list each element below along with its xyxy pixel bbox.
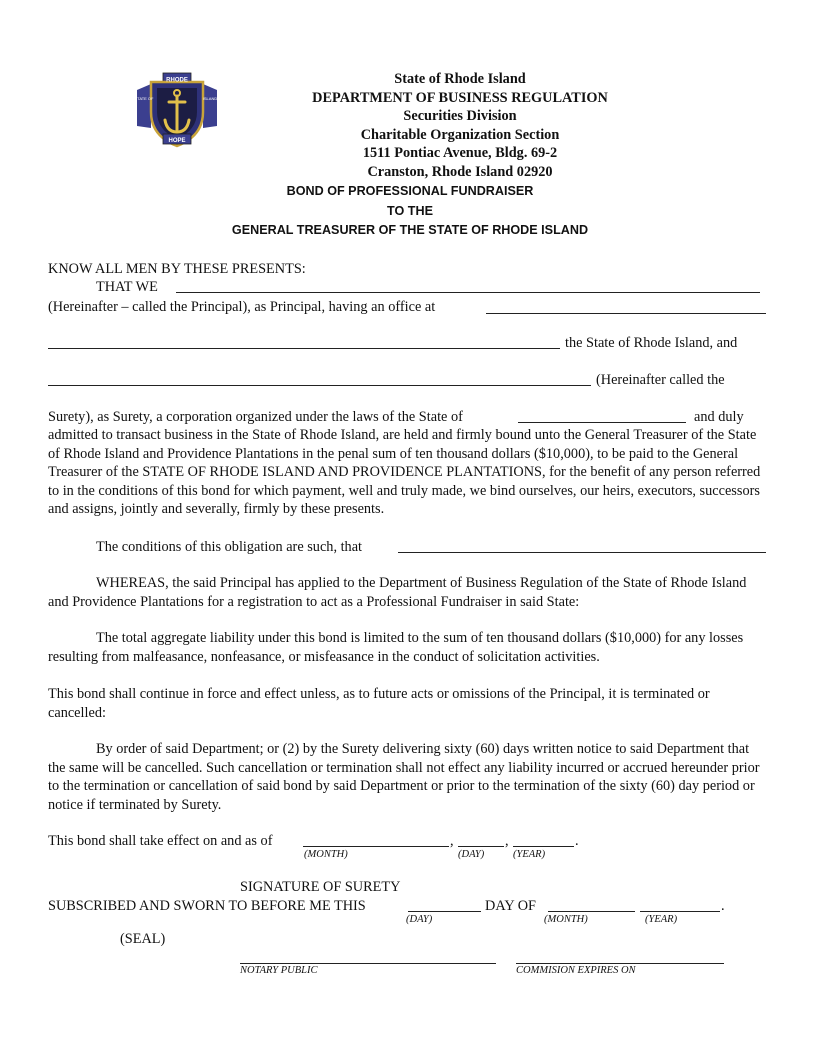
form-title-line2: TO THE — [387, 204, 433, 218]
hereinafter-surety-text: (Hereinafter called the — [596, 372, 725, 388]
order-paragraph: By order of said Department; or (2) by the Surety delivering sixty (60) days written notice to said Department that the same will be cancelled. Such cancellation or termination shall not effect any liability incurred or accrued hereunder prior to the termination or cancellation of said bond by said Department or prior to the termination of the sixty (60) day period or notice if terminated by Surety. — [48, 741, 760, 813]
sworn-month-label: (MONTH) — [544, 914, 588, 925]
effective-year-blank[interactable] — [513, 846, 574, 847]
know-all-men-text: KNOW ALL MEN BY THESE PRESENTS: — [48, 261, 306, 277]
state-seal-logo — [133, 70, 221, 150]
surety-state-blank[interactable] — [518, 422, 686, 423]
state-ri-text: the State of Rhode Island, and — [565, 335, 738, 351]
principal-address-blank[interactable] — [48, 348, 560, 349]
notary-signature-line[interactable] — [240, 963, 496, 964]
conditions-blank[interactable] — [398, 552, 766, 553]
comma-2: , — [505, 833, 509, 849]
commission-expires-label: COMMISION EXPIRES ON — [516, 965, 636, 976]
seal-rhode-text: RHODE — [166, 77, 188, 84]
principal-office-blank[interactable] — [486, 313, 766, 314]
effect-text: This bond shall take effect on and as of — [48, 833, 273, 849]
surety-name-blank[interactable] — [48, 385, 591, 386]
principal-office-text: (Hereinafter – called the Principal), as Principal, having an office at — [48, 299, 436, 315]
header-state: State of Rhode Island — [394, 71, 526, 87]
form-title-line1: BOND OF PROFESSIONAL FUNDRAISER — [286, 184, 534, 198]
effect-year-label: (YEAR) — [513, 849, 546, 860]
whereas-paragraph: WHEREAS, the said Principal has applied to the Department of Business Regulation of the State of Rhode Island and Providence Plantations for a registration to act as a Professional Fundraiser in said State: — [48, 575, 747, 610]
period-2: . — [721, 898, 725, 914]
day-of-text: DAY OF — [485, 898, 536, 914]
effective-day-blank[interactable] — [458, 846, 504, 847]
sworn-year-label: (YEAR) — [645, 914, 678, 925]
header-section: Charitable Organization Section — [360, 126, 560, 143]
anchor-seal-icon — [133, 70, 221, 150]
effect-month-label: (MONTH) — [304, 849, 348, 860]
sworn-month-blank[interactable] — [548, 911, 635, 912]
notary-public-label: NOTARY PUBLIC — [240, 965, 318, 976]
principal-name-blank[interactable] — [176, 292, 760, 293]
continue-paragraph: This bond shall continue in force and effect unless, as to future acts or omissions of the Principal, it is terminated or cancelled: — [48, 686, 710, 721]
comma-1: , — [450, 833, 454, 849]
signature-of-surety-label: SIGNATURE OF SURETY — [240, 879, 401, 895]
seal-hope-text: HOPE — [168, 138, 186, 144]
that-we-label: THAT WE — [96, 279, 158, 295]
period-1: . — [575, 833, 579, 849]
commission-expires-line[interactable] — [516, 963, 724, 964]
sworn-year-blank[interactable] — [640, 911, 720, 912]
sworn-day-blank[interactable] — [408, 911, 481, 912]
sworn-day-label: (DAY) — [406, 914, 433, 925]
subscribed-text: SUBSCRIBED AND SWORN TO BEFORE ME THIS — [48, 898, 366, 914]
seal-state-of-text: STATE OF — [134, 96, 154, 101]
header-address1: 1511 Pontiac Avenue, Bldg. 69-2 — [362, 145, 558, 161]
surety-intro-text: Surety), as Surety, a corporation organized under the laws of the State of — [48, 409, 463, 425]
header-address2: Cranston, Rhode Island 02920 — [367, 163, 553, 180]
header-department: DEPARTMENT OF BUSINESS REGULATION — [312, 89, 608, 106]
form-title-line3: GENERAL TREASURER OF THE STATE OF RHODE ISLAND — [231, 223, 589, 237]
effective-month-blank[interactable] — [303, 846, 449, 847]
seal-island-text: ISLAND — [202, 96, 218, 101]
duly-text: and duly — [694, 409, 744, 425]
header-division: Securities Division — [403, 108, 517, 124]
seal-label: (SEAL) — [120, 931, 166, 947]
surety-paragraph: admitted to transact business in the State of Rhode Island, are held and firmly bound unto the General Treasurer of the State of Rhode Island and Providence Plantations in the penal sum of ten thousand dollars ($10,000), to be paid to the General Treasurer of the STATE OF RHODE ISLAND AND PROVIDENCE PLANTATIONS, for the benefit of any person referred to in the conditions of this bond for which payment, well and truly made, we bind ourselves, our heirs, executors, successors and assigns, jointly and severally, firmly by these presents. — [48, 427, 761, 517]
liability-paragraph: The total aggregate liability under this bond is limited to the sum of ten thousand dollars ($10,000) for any losses resulting from malfeasance, nonfeasance, or misfeasance in the conduct of solicitation activities. — [48, 630, 744, 665]
conditions-text: The conditions of this obligation are such, that — [96, 539, 363, 555]
effect-day-label: (DAY) — [458, 849, 485, 860]
